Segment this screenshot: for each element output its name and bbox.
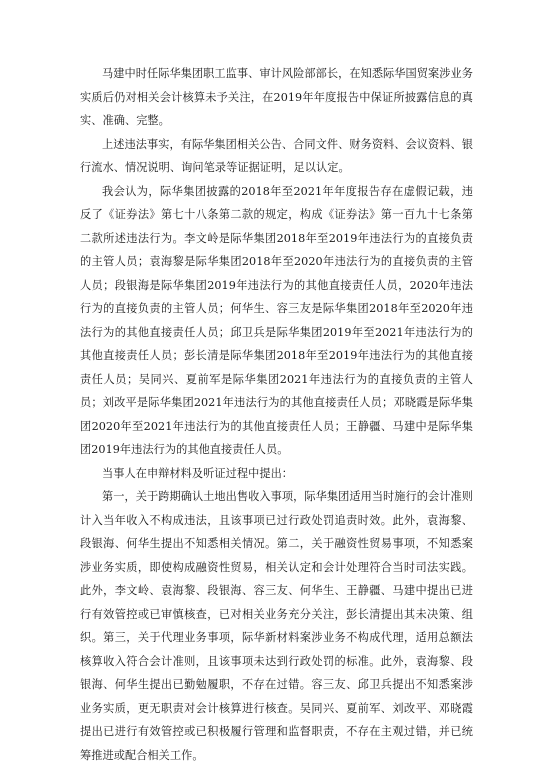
paragraph-defense-intro: 当事人在申辩材料及听证过程中提出： — [102, 466, 294, 480]
paragraph-evidence: 上述违法事实，有际华集团相关公告、合同文件、财务资料、会议资料、银行流水、情况说明、询问笔录等证据证明，足以认定。 — [80, 137, 473, 174]
paragraph-ma-jianzhong: 马建中时任际华集团职工监事、审计风险部部长，在知悉际华国贸案涉业务实质后仍对相关会计核算未予关注，在2019年年度报告中保证所披露信息的真实、准确、完整。 — [80, 67, 473, 127]
paragraph-defense-points: 第一，关于跨期确认土地出售收入事项，际华集团适用当时施行的会计准则计入当年收入不构成违法，且该事项已过行政处罚追责时效。此外，袁海黎、段银海、何华生提出不知悉相关情况。第二，关于融资性贸易事项，不知悉案涉业务实质，即使构成融资性贸易，相关认定和会计处理符合当时司法实践。此外，李文岭、袁海黎、段银海、容三友、何华生、王静疆、马建中提出已进行有效管控或已审慎核查，已对相关业务充分关注，彭长清提出其未决策、组织。第三，关于代理业务事项，际华新材料案涉业务不构成代理，适用总额法核算收入符合会计准则，且该事项未达到行政处罚的标准。此外，袁海黎、段银海、何华生提出已勤勉履职，不存在过错。容三友、邱卫兵提出不知悉案涉业务实质，更无职责对会计核算进行核查。吴同兴、夏前军、刘改平、邓晓霞提出已进行有效管控或已积极履行管理和监督职责，不存在主观过错，并已统筹推进或配合相关工作。 — [80, 490, 473, 762]
document-body — [80, 62, 473, 767]
paragraph-determination: 我会认为，际华集团披露的2018年至2021年年度报告存在虚假记载，违反了《证券法》第七十八条第二款的规定，构成《证券法》第一百九十七条第二款所述违法行为。李文岭是际华集团2018年至2019年违法行为的直接负责的主管人员；袁海黎是际华集团2018年至2020年违法行为的直接负责的主管人员；段银海是际华集团2019年违法行为的其他直接责任人员，2020年违法行为的直接负责的主管人员；何华生、容三友是际华集团2018年至2020年违法行为的其他直接责任人员；邱卫兵是际华集团2019年至2021年违法行为的其他直接责任人员；彭长清是际华集团2018年至2019年违法行为的其他直接责任人员；吴同兴、夏前军是际华集团2021年违法行为的直接负责的主管人员；刘改平是际华集团2021年违法行为的其他直接责任人员；邓晓霞是际华集团2020年至2021年违法行为的其他直接责任人员；王静疆、马建中是际华集团2019年违法行为的其他直接责任人员。 — [80, 184, 473, 456]
